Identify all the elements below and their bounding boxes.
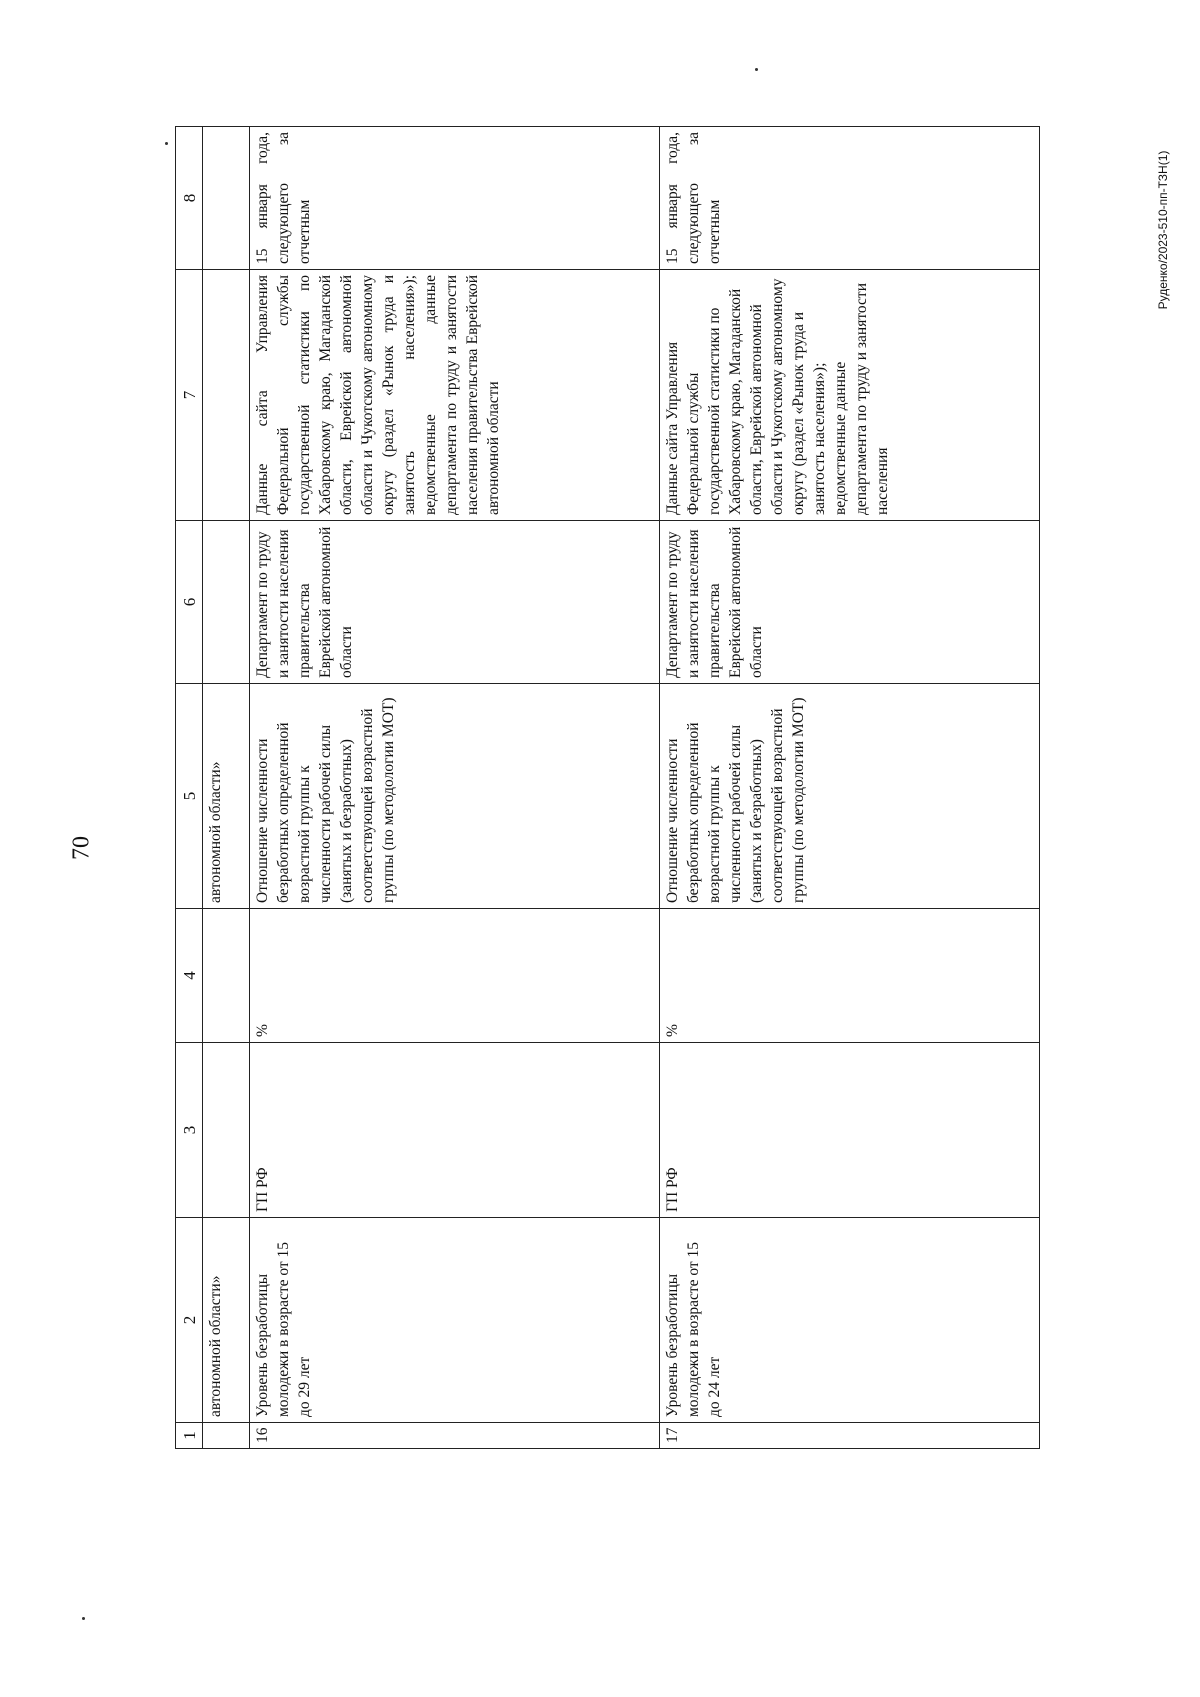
indicator-name: Уровень безработицы молодежи в возрасте от 15 до 24 лет: [660, 1218, 1040, 1423]
page-number: 70: [68, 836, 95, 860]
unit-cell: %: [250, 909, 660, 1043]
source-cell: Данные сайта Управления Федеральной службы государственной статистики по Хабаровскому краю, Магаданской области, Еврейской автономной области и Чукотскому автономному округу (раздел «Рынок труда и занятость населения»); ведомственные данные департамента по труду и занятости населения правительства Еврейской автономной области: [250, 270, 660, 521]
header-row: [176, 127, 203, 1449]
header-cell: 1: [176, 1423, 203, 1449]
continuation-text: автономной области»: [203, 684, 250, 909]
header-cell: 7: [176, 270, 203, 521]
document-code: Руденко/2023-510-пп-ТЗН(1): [1156, 150, 1170, 310]
scan-speck: [165, 142, 168, 145]
indicator-name: Уровень безработицы молодежи в возрасте от 15 до 29 лет: [250, 1218, 660, 1423]
deadline-cell: 15 января года, следующего за отчетным: [660, 127, 1040, 270]
deadline-cell: 15 января года, следующего за отчетным: [250, 127, 660, 270]
header-cell: 8: [176, 127, 203, 270]
table-row: [660, 127, 1040, 1449]
responsible-cell: Департамент по труду и занятости населения правительства Еврейской автономной области: [250, 521, 660, 684]
definition-cell: Отношение численности безработных определенной возрастной группы к численности рабочей силы (занятых и безработных) соответствующей возрастной группы (по методологии МОТ): [250, 684, 660, 909]
header-cell: 4: [176, 909, 203, 1043]
row-number: 16: [250, 1423, 660, 1449]
row-number: 17: [660, 1423, 1040, 1449]
header-cell: 6: [176, 521, 203, 684]
header-cell: 2: [176, 1218, 203, 1423]
table-row: [250, 127, 660, 1449]
header-cell: 3: [176, 1043, 203, 1218]
responsible-cell: Департамент по труду и занятости населения правительства Еврейской автономной области: [660, 521, 1040, 684]
scan-speck: [82, 1617, 85, 1620]
basis-cell: ГП РФ: [660, 1043, 1040, 1218]
continuation-text: автономной области»: [203, 1218, 250, 1423]
header-cell: 5: [176, 684, 203, 909]
indicators-table-rotated: [175, 127, 1040, 1449]
source-cell: Данные сайта Управления Федеральной службы государственной статистики по Хабаровскому краю, Магаданской области, Еврейской автономной области и Чукотскому автономному округу (раздел «Рынок труда и занятость населения»); ведомственные данные департамента по труду и занятости населения: [660, 270, 1040, 521]
continuation-row: [203, 127, 250, 1449]
indicators-table: [175, 126, 1040, 1449]
definition-cell: Отношение численности безработных определенной возрастной группы к численности рабочей силы (занятых и безработных) соответствующей возрастной группы (по методологии МОТ): [660, 684, 1040, 909]
scan-speck: [755, 68, 758, 71]
unit-cell: %: [660, 909, 1040, 1043]
basis-cell: ГП РФ: [250, 1043, 660, 1218]
